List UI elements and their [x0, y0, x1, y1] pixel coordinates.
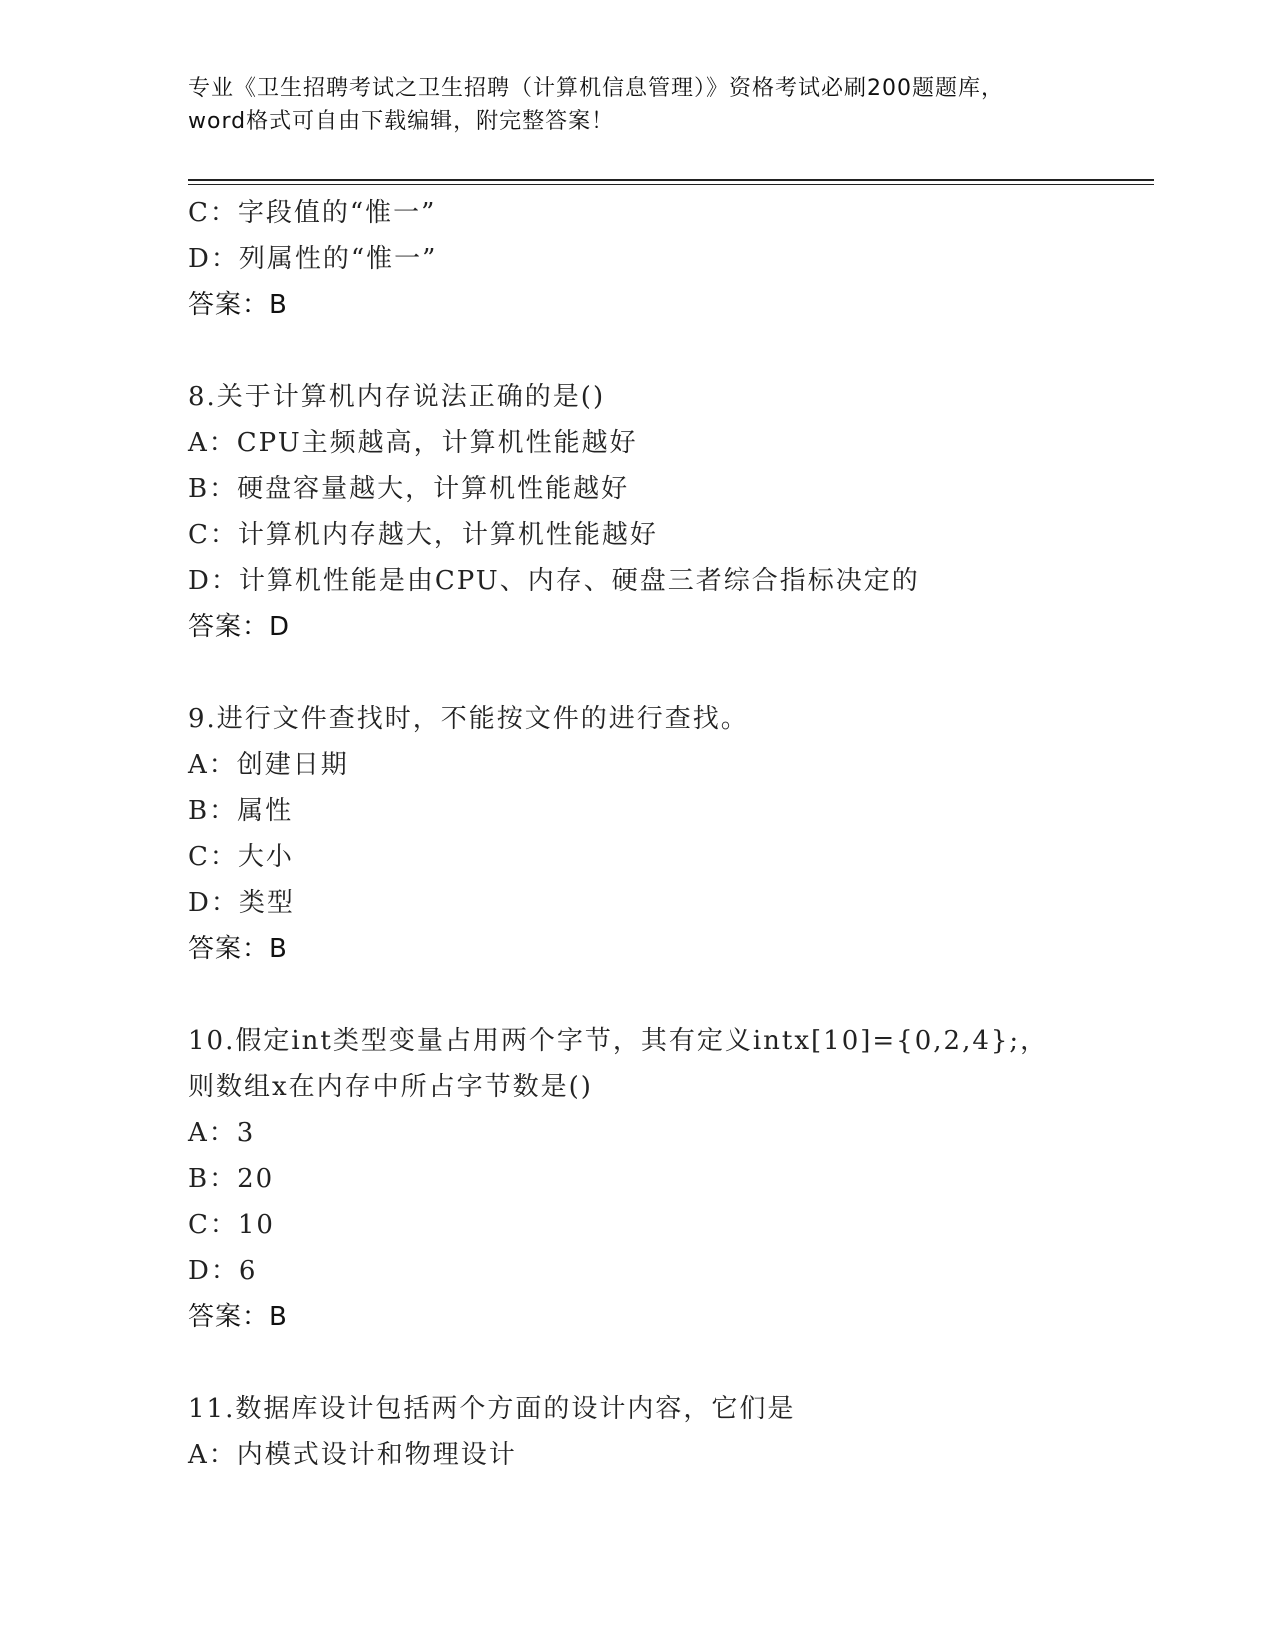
question-block-7	[188, 190, 1154, 328]
option-d: D：6	[188, 1256, 258, 1286]
option-c: C：大小	[188, 842, 294, 872]
header-divider	[188, 179, 1154, 181]
option-a: A：3	[188, 1118, 256, 1148]
question-block-8	[188, 374, 1154, 650]
question-stem: 10.假定int类型变量占用两个字节，其有定义intx[10]={0,2,4};，	[188, 1026, 1049, 1056]
question-block-9	[188, 696, 1154, 972]
option-c: C：字段值的“惟一”	[188, 198, 437, 228]
option-b: B：20	[188, 1164, 275, 1194]
option-b: B：属性	[188, 796, 294, 826]
question-stem: 11.数据库设计包括两个方面的设计内容，它们是	[188, 1394, 796, 1424]
question-stem: 9.进行文件查找时，不能按文件的进行查找。	[188, 704, 749, 734]
question-block-11	[188, 1386, 1154, 1478]
header-line-2: word格式可自由下载编辑，附完整答案！	[188, 109, 615, 134]
option-b: B：硬盘容量越大，计算机性能越好	[188, 474, 630, 504]
option-c: C：计算机内存越大，计算机性能越好	[188, 520, 658, 550]
option-d: D：列属性的“惟一”	[188, 244, 438, 274]
question-block-10	[188, 1018, 1154, 1340]
option-c: C：10	[188, 1210, 275, 1240]
answer-line: 答案：D	[188, 612, 291, 642]
answer-line: 答案：B	[188, 290, 288, 320]
answer-line: 答案：B	[188, 1302, 288, 1332]
answer-line: 答案：B	[188, 934, 288, 964]
document-header	[188, 72, 1108, 138]
option-d: D：类型	[188, 888, 295, 918]
question-stem: 8.关于计算机内存说法正确的是()	[188, 382, 606, 412]
header-line-1: 专业《卫生招聘考试之卫生招聘（计算机信息管理）》资格考试必刷200题题库，	[188, 76, 1004, 101]
header-divider-thin	[188, 184, 1154, 185]
option-a: A：CPU主频越高，计算机性能越好	[188, 428, 638, 458]
question-list	[188, 190, 1154, 1478]
option-a: A：创建日期	[188, 750, 349, 780]
option-d: D：计算机性能是由CPU、内存、硬盘三者综合指标决定的	[188, 566, 920, 596]
option-a: A：内模式设计和物理设计	[188, 1440, 517, 1470]
question-stem-continued: 则数组x在内存中所占字节数是()	[188, 1072, 593, 1102]
